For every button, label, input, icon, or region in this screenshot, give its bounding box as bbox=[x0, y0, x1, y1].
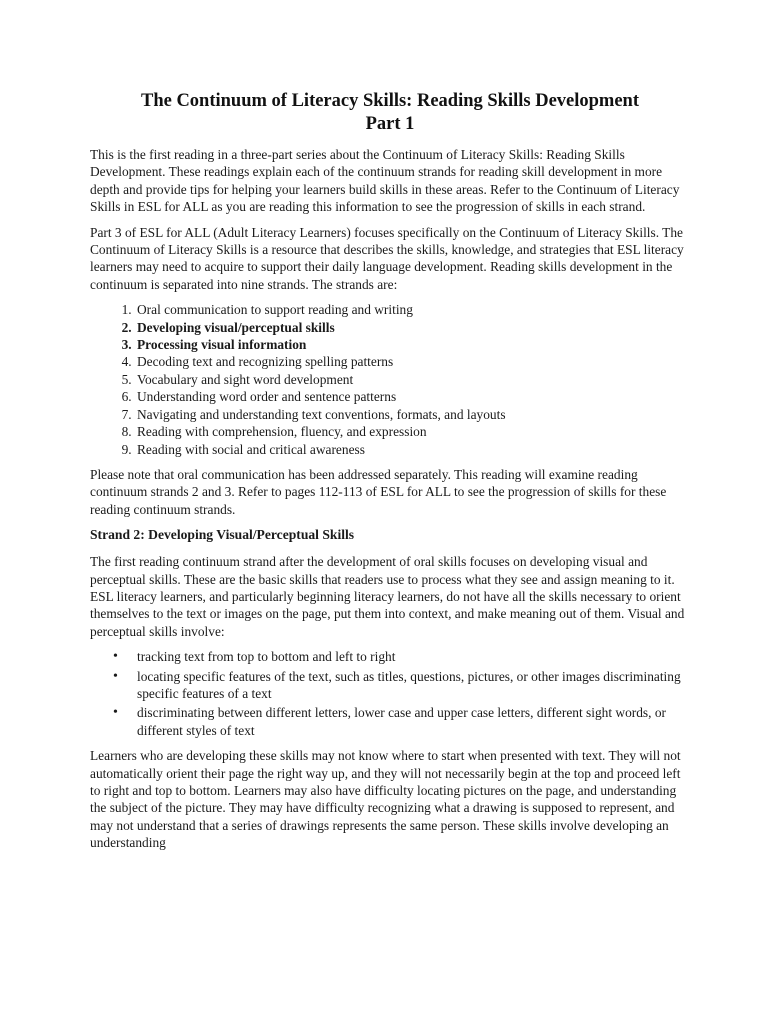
strand-item-3: 3. Processing visual information bbox=[135, 336, 690, 353]
skill-item-1 bbox=[113, 648, 690, 665]
strand-item-4: 4. Decoding text and recognizing spelling patterns bbox=[135, 353, 690, 370]
bullet-icon: • bbox=[113, 705, 118, 721]
document-page bbox=[90, 90, 690, 860]
strand-item-5: 5. Vocabulary and sight word development bbox=[135, 371, 690, 388]
strand-2-paragraph: The first reading continuum strand after the development of oral skills focuses on developing visual and perceptual skills. These are the basic skills that readers use to process what they see and assign meaning to it. ESL literacy learners, and particularly beginning literacy learners, do not have all the skills necessary to orient themselves to the text or images on the page, put them into context, and make meaning out of them. Visual and perceptual skills involve: bbox=[90, 554, 685, 639]
skill-text-3: discriminating between different letters, lower case and upper case letters, different sight words, or different styles of text bbox=[137, 705, 666, 738]
strand-item-9: 9. Reading with social and critical awareness bbox=[135, 441, 690, 458]
document-title bbox=[90, 90, 690, 136]
title-line-2: Part 1 bbox=[365, 114, 415, 134]
strand-item-8: 8. Reading with comprehension, fluency, and expression bbox=[135, 423, 690, 440]
strand-item-1: 1. Oral communication to support reading and writing bbox=[135, 301, 690, 318]
note-paragraph: Please note that oral communication has been addressed separately. This reading will examine reading continuum strands 2 and 3. Refer to pages 112-113 of ESL for ALL to see the progression of skills for these reading continuum strands. bbox=[90, 466, 667, 517]
skill-text-2: locating specific features of the text, such as titles, questions, pictures, or other images discriminating specific features of a text bbox=[137, 668, 681, 701]
intro-paragraph-2: Part 3 of ESL for ALL (Adult Literacy Learners) focuses specifically on the Continuum of Literacy Skills. The Continuum of Literacy Skills is a resource that describes the skills, knowledge, and strategies that ESL literacy learners may need to acquire to support their daily language development. Reading skills development in the continuum is separated into nine strands. The strands are: bbox=[90, 224, 684, 292]
bullet-icon: • bbox=[113, 649, 118, 665]
strand-item-6: 6. Understanding word order and sentence patterns bbox=[135, 388, 690, 405]
skills-list bbox=[90, 648, 690, 739]
strand-2-heading: Strand 2: Developing Visual/Perceptual Skills bbox=[90, 527, 355, 543]
skill-item-2 bbox=[113, 668, 690, 703]
closing-paragraph: Learners who are developing these skills may not know where to start when presented with text. They will not automatically orient their page the right way up, and they will not necessarily begin at the top and proceed left to right and top to bottom. Learners may also have difficulty locating pictures on the page, and understanding the subject of the picture. They may have difficulty recognizing what a drawing is supposed to represent, and may not understand that a series of drawings represents the same person. These skills involve developing an understanding bbox=[90, 748, 681, 851]
title-line-1: The Continuum of Literacy Skills: Reading Skills Development bbox=[140, 91, 639, 111]
strand-item-7: 7. Navigating and understanding text conventions, formats, and layouts bbox=[135, 406, 690, 423]
skill-text-1: tracking text from top to bottom and left to right bbox=[137, 649, 396, 665]
strands-list bbox=[90, 301, 690, 458]
strand-item-2: 2. Developing visual/perceptual skills bbox=[135, 319, 690, 336]
intro-paragraph-1: This is the first reading in a three-part series about the Continuum of Literacy Skills: Reading Skills Development. These readings explain each of the continuum strands for reading skill development in more depth and provide tips for helping your learners build skills in these areas. Refer to the Continuum of Literacy Skills in ESL for ALL as you are reading this information to see the progression of skills in each strand. bbox=[90, 147, 680, 215]
skill-item-3 bbox=[113, 704, 690, 739]
bullet-icon: • bbox=[113, 668, 118, 684]
